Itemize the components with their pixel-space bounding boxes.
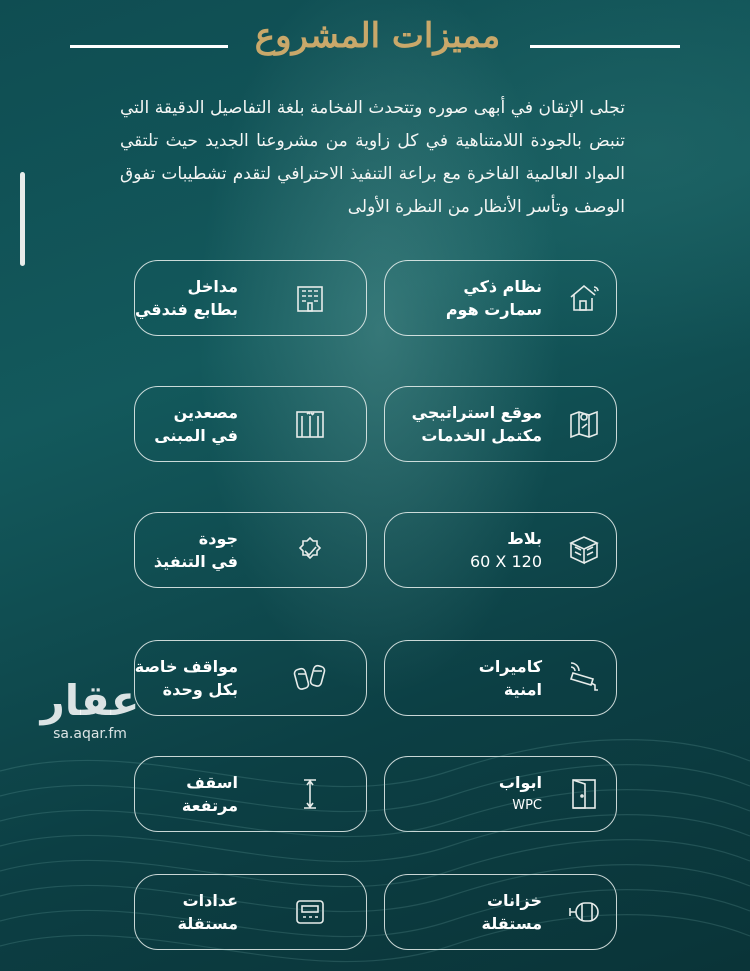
feature-text: ابواب WPC — [498, 773, 542, 813]
feature-card-smart-home — [384, 260, 617, 336]
feature-text: خزانات مستقلة — [481, 891, 542, 933]
feature-text: جودة في التنفيذ — [153, 529, 238, 571]
feature-text: مصعدين في المبنى — [154, 403, 238, 445]
feature-card-security-cameras — [384, 640, 617, 716]
tiles-icon — [567, 533, 601, 567]
feature-card-hotel-entrances — [134, 260, 367, 336]
smart-home-icon — [567, 281, 601, 315]
title-divider-left — [70, 45, 228, 48]
scrollbar-thumb[interactable] — [20, 172, 25, 266]
watermark-url: sa.aqar.fm — [53, 726, 127, 742]
feature-card-private-parking — [134, 640, 367, 716]
parking-cars-icon — [293, 661, 327, 695]
quality-badge-icon — [293, 533, 327, 567]
feature-text: بلاط 60 X 120 — [469, 529, 542, 571]
security-camera-icon — [567, 661, 601, 695]
feature-card-tiles — [384, 512, 617, 588]
elevator-icon — [293, 407, 327, 441]
feature-text: اسقف مرتفعة — [181, 773, 238, 815]
feature-text: عدادات مستقلة — [177, 891, 238, 933]
intro-paragraph: تجلى الإتقان في أبهى صوره وتتحدث الفخامة بلغة التفاصيل الدقيقة التي تنبض بالجودة اللامتناهية في كل زاوية من مشروعنا الجديد حيث تلتقي المواد العالمية الفاخرة مع براعة التنفيذ الاحترافي لتقدم تشطيبات تفوق الوصف وتأسر الأنظار من النظرة الأولى — [120, 98, 625, 217]
feature-card-quality — [134, 512, 367, 588]
map-location-icon — [567, 407, 601, 441]
watermark-brand: عقار — [40, 676, 140, 725]
hotel-building-icon — [293, 281, 327, 315]
title-row — [70, 12, 680, 72]
decorative-wave-lines — [0, 711, 750, 971]
feature-text: مواقف خاصة بكل وحدة — [134, 657, 238, 699]
feature-card-strategic-location — [384, 386, 617, 462]
feature-text: كاميرات امنية — [478, 657, 542, 699]
title-divider-right — [530, 45, 680, 48]
feature-card-elevators — [134, 386, 367, 462]
feature-text: موقع استراتيجي مكتمل الخدمات — [411, 403, 542, 445]
feature-text: مداخل بطابع فندقي — [134, 277, 238, 319]
feature-text: نظام ذكي سمارت هوم — [445, 277, 542, 319]
page-title: مميزات المشروع — [254, 16, 501, 56]
